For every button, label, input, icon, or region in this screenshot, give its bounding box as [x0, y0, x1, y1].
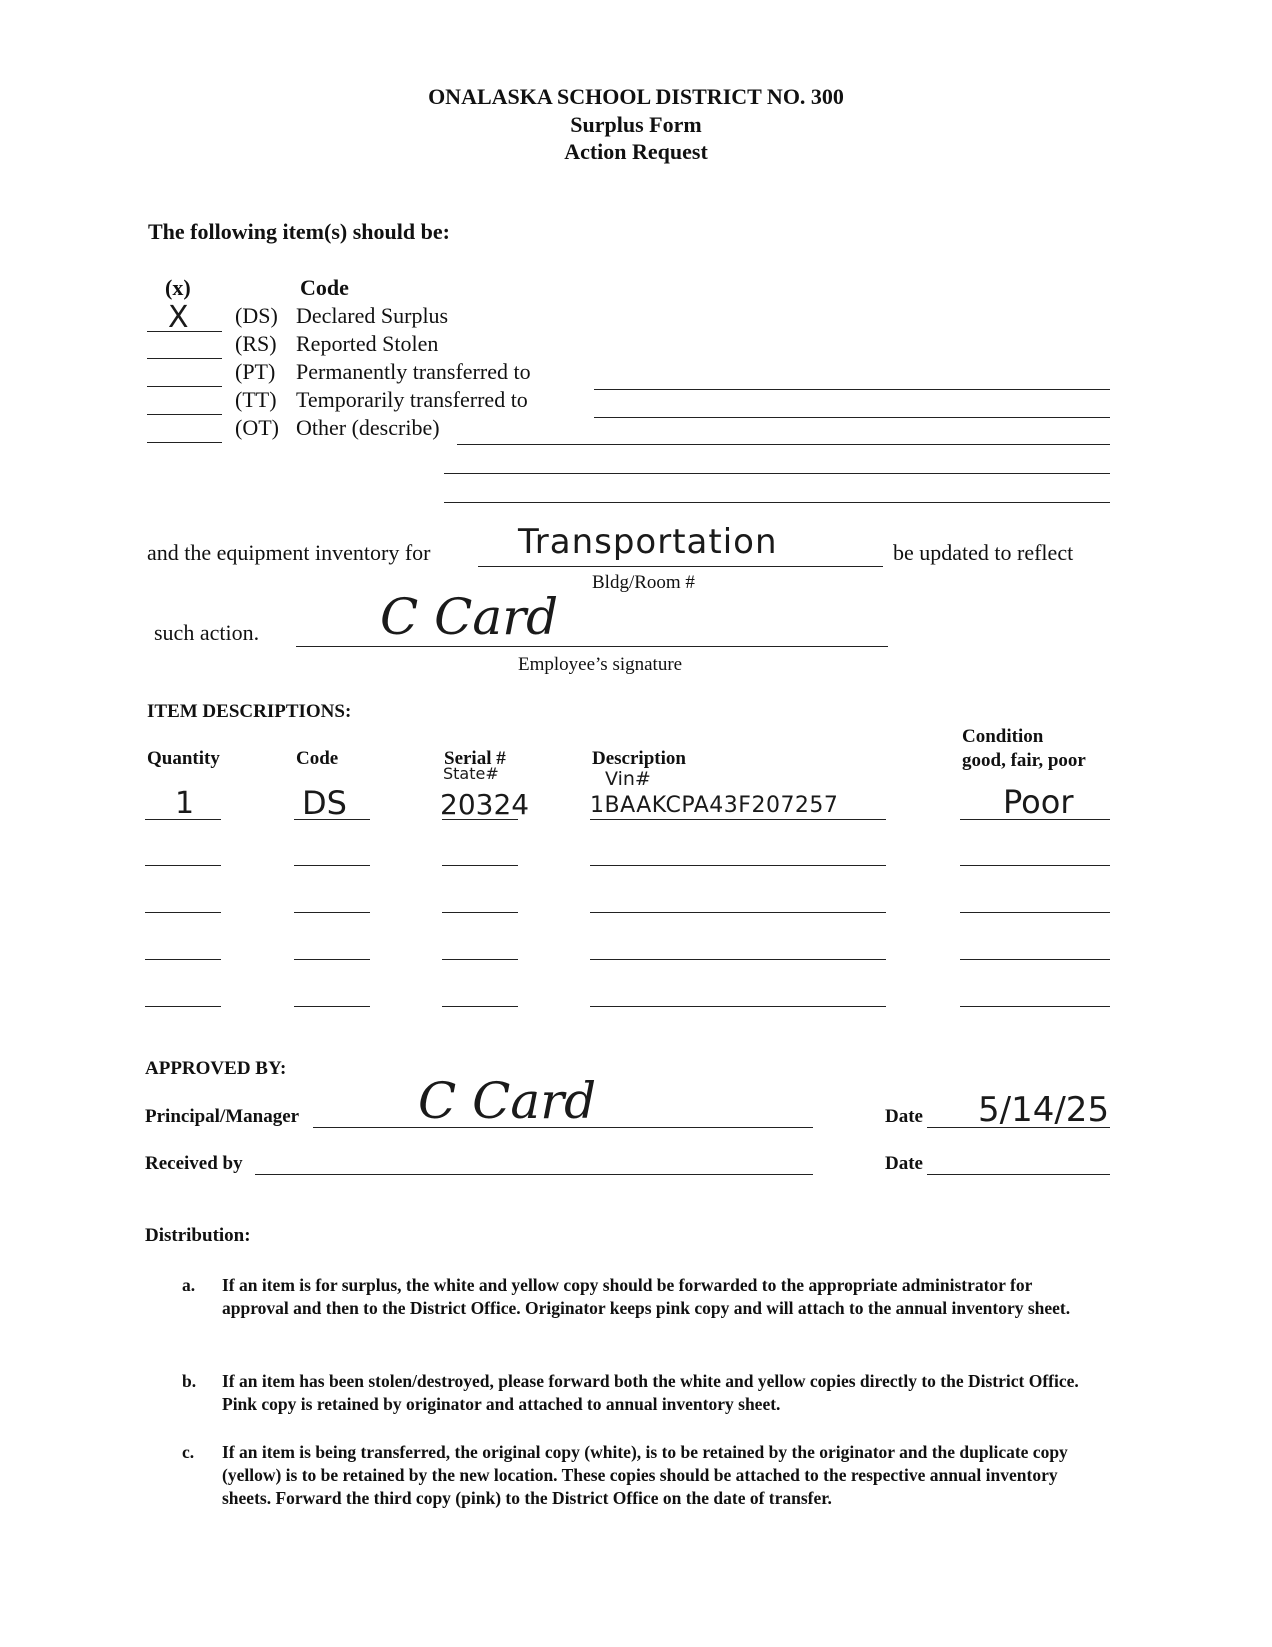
description-line-4[interactable]: [590, 959, 886, 960]
approval-date-label: Date: [885, 1106, 923, 1127]
distribution-letter-c: c.: [182, 1442, 195, 1462]
ot-describe-line-1[interactable]: [457, 444, 1110, 445]
code-tt: (TT): [235, 387, 277, 412]
distribution-letter-a: a.: [182, 1275, 196, 1295]
code-label-ds: Declared Surplus: [296, 303, 449, 328]
inventory-line[interactable]: [478, 566, 883, 567]
description-line-5[interactable]: [590, 1006, 886, 1007]
such-action-label: such action.: [154, 620, 260, 645]
mark-line-rs[interactable]: [147, 358, 222, 359]
code-label-ot: Other (describe): [296, 415, 440, 440]
code-header: Code: [296, 748, 339, 769]
serial-line-2[interactable]: [442, 865, 518, 866]
distribution-item-a: [182, 1274, 1082, 1344]
approved-by-heading: APPROVED BY:: [145, 1058, 287, 1079]
tt-destination-line[interactable]: [594, 417, 1110, 418]
employee-signature[interactable]: C Card: [380, 588, 559, 646]
inventory-suffix: be updated to reflect: [893, 540, 1074, 565]
description-line-3[interactable]: [590, 912, 886, 913]
bldg-room-label: Bldg/Room #: [592, 572, 695, 593]
employee-signature-line[interactable]: [296, 646, 888, 647]
received-date-line[interactable]: [927, 1174, 1110, 1175]
code-line-3[interactable]: [294, 912, 370, 913]
code-rs: (RS): [235, 331, 277, 356]
code-line-2[interactable]: [294, 865, 370, 866]
condition-header: Condition: [962, 726, 1044, 747]
intro-heading: The following item(s) should be:: [148, 219, 450, 244]
serial-line-4[interactable]: [442, 959, 518, 960]
code-line-5[interactable]: [294, 1006, 370, 1007]
quantity-line-5[interactable]: [145, 1006, 221, 1007]
ot-describe-line-3[interactable]: [444, 502, 1110, 503]
quantity-line-3[interactable]: [145, 912, 221, 913]
mark-line-tt[interactable]: [147, 414, 222, 415]
serial-line-5[interactable]: [442, 1006, 518, 1007]
code-label-pt: Permanently transferred to: [296, 359, 531, 384]
mark-line-ot[interactable]: [147, 442, 222, 443]
code-pt: (PT): [235, 359, 276, 384]
received-by-label: Received by: [145, 1153, 243, 1174]
description-value[interactable]: 1BAAKCPA43F207257: [590, 793, 839, 818]
item-descriptions-heading: ITEM DESCRIPTIONS:: [147, 701, 352, 722]
description-note: Vin#: [605, 768, 651, 790]
condition-line-4[interactable]: [960, 959, 1110, 960]
inventory-prefix: and the equipment inventory for: [147, 540, 431, 565]
description-line-1[interactable]: [590, 819, 886, 820]
inventory-value[interactable]: Transportation: [518, 522, 778, 562]
condition-value[interactable]: Poor: [1003, 783, 1074, 821]
ot-describe-line-2[interactable]: [444, 473, 1110, 474]
distribution-text-a: If an item is for surplus, the white and yellow copy should be forwarded to the appropriate administrator for approval and then to the District Office. Originator keeps pink copy and will attach to the annual inventory sheet.: [222, 1275, 1071, 1318]
employee-signature-label: Employee’s signature: [518, 654, 683, 675]
code-line-4[interactable]: [294, 959, 370, 960]
distribution-text-b: If an item has been stolen/destroyed, please forward both the white and yellow copies directly to the District Office. Pink copy is retained by originator and attached to annual inventory sheet.: [222, 1371, 1079, 1414]
distribution-letter-b: b.: [182, 1371, 197, 1391]
district-title: ONALASKA SCHOOL DISTRICT NO. 300: [428, 84, 844, 109]
distribution-heading: Distribution:: [145, 1225, 251, 1246]
serial-line-3[interactable]: [442, 912, 518, 913]
quantity-line-2[interactable]: [145, 865, 221, 866]
serial-header: Serial #: [444, 748, 506, 769]
serial-note: State#: [443, 764, 499, 783]
code-ds: (DS): [235, 303, 278, 328]
distribution-text-c: If an item is being transferred, the original copy (white), is to be retained by the originator and the duplicate copy (yellow) is to be retained by the new location. These copies should be attached to the respective annual inventory sheets. Forward the third copy (pink) to the District Office on the date of transfer.: [222, 1442, 1068, 1508]
distribution-item-c: [182, 1441, 1082, 1536]
code-ot: (OT): [235, 415, 279, 440]
mark-line-pt[interactable]: [147, 386, 222, 387]
pt-destination-line[interactable]: [594, 389, 1110, 390]
code-label-rs: Reported Stolen: [296, 331, 439, 356]
condition-options: good, fair, poor: [962, 750, 1086, 771]
distribution-item-b: [182, 1370, 1082, 1418]
condition-line-2[interactable]: [960, 865, 1110, 866]
principal-signature[interactable]: C Card: [418, 1072, 597, 1130]
checkbox-mark-ds[interactable]: X: [168, 300, 189, 335]
form-subtitle: Action Request: [564, 139, 708, 164]
description-line-2[interactable]: [590, 865, 886, 866]
code-value[interactable]: DS: [302, 784, 347, 822]
received-by-line[interactable]: [255, 1174, 813, 1175]
received-date-label: Date: [885, 1153, 923, 1174]
mark-column-header: (x): [165, 275, 191, 300]
approval-date-value[interactable]: 5/14/25: [978, 1090, 1110, 1130]
principal-label: Principal/Manager: [145, 1106, 300, 1127]
serial-value[interactable]: 20324: [440, 788, 530, 821]
description-header: Description: [592, 748, 686, 769]
condition-line-5[interactable]: [960, 1006, 1110, 1007]
condition-line-3[interactable]: [960, 912, 1110, 913]
quantity-header: Quantity: [147, 748, 220, 769]
quantity-value[interactable]: 1: [175, 786, 195, 821]
code-column-header: Code: [300, 275, 349, 300]
quantity-line-4[interactable]: [145, 959, 221, 960]
form-title: Surplus Form: [570, 112, 702, 137]
code-label-tt: Temporarily transferred to: [296, 387, 528, 412]
